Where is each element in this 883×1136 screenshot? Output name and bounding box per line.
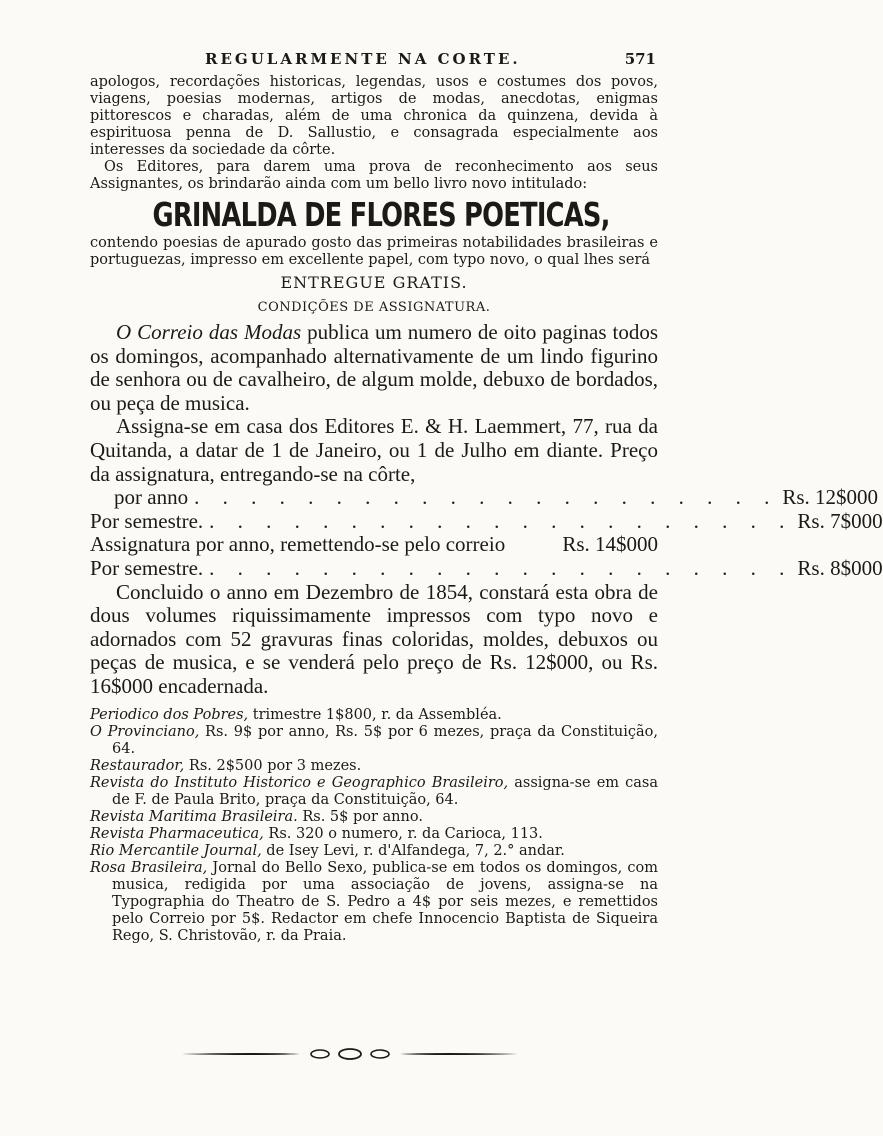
price-label: Por semestre.: [90, 555, 204, 580]
price-row: [90, 533, 658, 557]
page-number: 571: [624, 50, 656, 68]
running-head: [90, 50, 658, 74]
intro-paragraph-1: apologos, recordações historicas, legendas, usos e costumes dos povos, viagens, poesias modernas, artigos de modas, anecdotas, enigmas pittorescos e charadas, além de uma chronica da quinzena, devida à espirituosa penna de D. Sallustio, e consagrada especialmente aos interesses da sociedade da côrte.: [90, 74, 658, 158]
price-table: [90, 485, 883, 580]
periodical-details: Rs. 320 o numero, r. da Carioca, 113.: [263, 825, 543, 842]
correio-title: O Correio das Modas: [116, 320, 302, 344]
book-title: GRINALDA DE FLORES POETICAS,: [152, 195, 610, 234]
price-leader: . . . . . . . . . . . . . . . . . . . . .: [194, 485, 779, 510]
conditions-paragraph-1-text: publica um numero de oito paginas todos os domingos, acompanhado alternativamente de um lindo figurino de senhora ou de cavalheiro, de algum molde, debuxo de bordados, ou peça de musica.: [90, 320, 658, 415]
periodical-details: Rs. 2$500 por 3 mezes.: [184, 757, 362, 774]
periodical-details: de Isey Levi, r. d'Alfandega, 7, 2.° andar.: [261, 842, 565, 859]
conditions-paragraph-2: Assigna-se em casa dos Editores E. & H. Laemmert, 77, rua da Quitanda, a datar de 1 de Janeiro, ou 1 de Julho em diante. Preço da assignatura, entregando-se na côrte,: [90, 414, 658, 486]
rule-loop-center: [339, 1049, 361, 1059]
price-label: Por semestre.: [90, 508, 204, 533]
running-title: REGULARMENTE NA CORTE.: [205, 50, 521, 68]
list-item: [90, 707, 658, 724]
rule-left-taper: [182, 1053, 300, 1055]
periodical-details: Jornal do Bello Sexo, publica-se em todos os domingos, com musica, redigida por uma associação de jovens, assigna-se na Typographia do Theatro de S. Pedro a 4$ por seis mezes, e remettidos pelo Correio por 5$. Redactor em chefe Innocencio Baptista de Siqueira Rego, S. Christovão, r. da Praia.: [112, 859, 658, 944]
conditions-paragraph-1: [90, 321, 658, 415]
price-row: [90, 485, 879, 510]
periodical-title: O Provinciano,: [90, 723, 200, 740]
intro-paragraph-2: Os Editores, para darem uma prova de reconhecimento aos seus Assignantes, os brindarão ainda com um bello livro novo intitulado:: [90, 159, 658, 192]
price-value: Rs. 12$000: [782, 485, 879, 510]
periodical-title: Rio Mercantile Journal,: [90, 842, 262, 859]
periodical-title: Revista Pharmaceutica,: [90, 825, 264, 842]
periodical-title: Revista do Instituto Historico e Geographico Brasileiro,: [90, 774, 509, 791]
price-value: Rs. 7$000: [797, 508, 883, 533]
price-value: Rs. 8$000: [797, 555, 883, 580]
list-item: [90, 826, 658, 843]
periodical-title: Periodico dos Pobres,: [90, 706, 249, 723]
price-leader: . . . . . . . . . . . . . . . . . . . . .: [209, 508, 794, 533]
periodical-title: Revista Maritima Brasileira.: [90, 808, 298, 825]
rule-loop-left: [311, 1050, 329, 1058]
list-item: [90, 860, 658, 945]
price-label: por anno: [114, 485, 189, 510]
periodical-details: trimestre 1$800, r. da Assembléa.: [248, 706, 502, 723]
price-value: Rs. 14$000: [562, 532, 658, 557]
price-leader: . . . . . . . . . . . . . . . . . . . . .: [209, 555, 794, 580]
periodical-title: Rosa Brasileira,: [90, 859, 208, 876]
gratis-notice: ENTREGUE GRATIS.: [280, 273, 468, 292]
rule-right-taper: [400, 1053, 518, 1055]
price-row: [90, 508, 883, 534]
decorative-rule-icon: [180, 1044, 520, 1064]
price-label: Assignatura por anno, remettendo-se pelo correio: [90, 532, 506, 557]
rule-loop-right: [371, 1050, 389, 1058]
conditions-paragraph-3: Concluido o anno em Dezembro de 1854, constará esta obra de dous volumes riquissimamente impressos com typo novo e adornados com 52 gravuras finas coloridas, moldes, debuxos ou peças de musica, e se venderá pelo preço de Rs. 12$000, ou Rs. 16$000 encadernada.: [90, 579, 658, 698]
periodicals-listing: [90, 707, 658, 945]
list-item: [90, 724, 658, 758]
list-item: [90, 809, 658, 826]
list-item: [90, 758, 658, 775]
periodical-details: Rs. 5$ por anno.: [297, 808, 423, 825]
conditions-heading: CONDIÇÕES DE ASSIGNATURA.: [257, 300, 491, 315]
periodical-details: assigna-se em casa de F. de Paula Brito, praça da Constituição, 64.: [112, 774, 658, 808]
list-item: [90, 775, 658, 809]
page-content: [90, 50, 883, 945]
book-description: contendo poesias de apurado gosto das primeiras notabilidades brasileiras e portuguezas, impresso em excellente papel, com typo novo, o qual lhes será: [90, 235, 658, 268]
list-item: [90, 843, 658, 860]
periodical-title: Restaurador,: [90, 757, 185, 774]
periodical-details: Rs. 9$ por anno, Rs. 5$ por 6 mezes, praça da Constituição, 64.: [112, 723, 659, 757]
price-row: [90, 555, 883, 581]
